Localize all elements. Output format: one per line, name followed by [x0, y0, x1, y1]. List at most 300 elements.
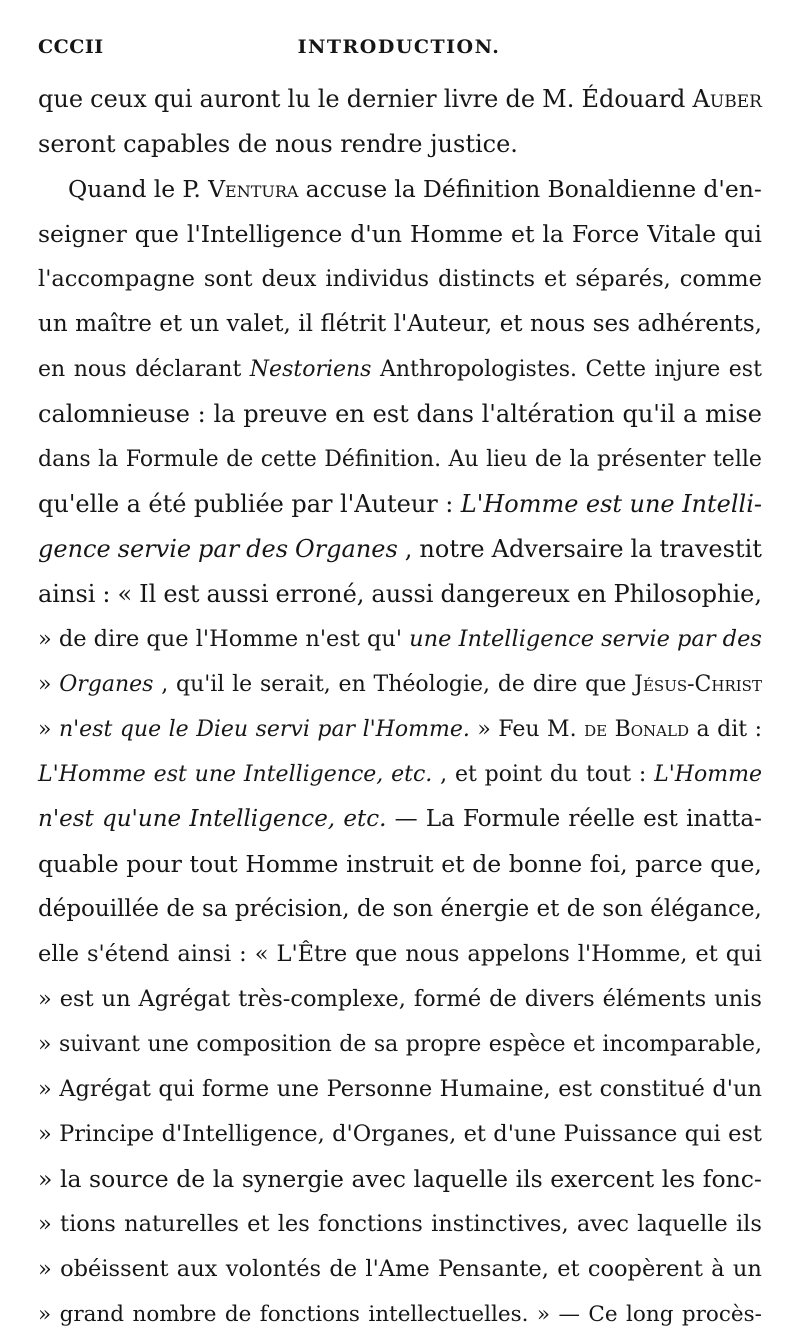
italic-word: par — [198, 535, 240, 563]
text-line — [38, 977, 762, 1022]
word: rendre — [340, 130, 431, 158]
italic-word: Nestoriens — [249, 357, 372, 382]
word: de — [237, 130, 275, 158]
word: Définition. — [324, 447, 442, 472]
word: Agrégat — [138, 986, 231, 1012]
italic-word: Organes — [59, 672, 154, 697]
text-line — [38, 437, 762, 482]
word: que — [585, 672, 627, 697]
word: d'Organes, — [332, 1121, 457, 1147]
word: d'un — [712, 1076, 762, 1102]
word: lu — [287, 85, 311, 113]
small-caps-word: Jésus-Christ — [634, 672, 762, 697]
word: tions — [60, 1211, 116, 1237]
word: un — [101, 986, 131, 1012]
word: est — [558, 1076, 593, 1102]
word: n'est — [305, 626, 360, 652]
text-line — [38, 77, 762, 122]
word: ainsi — [38, 580, 96, 608]
word: « — [117, 580, 133, 608]
italic-word: Intelligence, — [189, 806, 336, 832]
italic-word: etc. — [343, 806, 387, 832]
word: coopèrent — [587, 1256, 703, 1282]
word: qui — [684, 1121, 721, 1147]
word: distincts — [437, 266, 536, 292]
word: qui — [153, 85, 193, 113]
italic-word: que — [119, 717, 162, 742]
word: précision, — [234, 896, 350, 922]
word: dit — [717, 717, 748, 742]
italic-word: L'Homme — [654, 762, 762, 787]
italic-word: servie — [117, 535, 192, 563]
word: Principe — [59, 1121, 155, 1147]
word: a — [126, 490, 141, 518]
word: le — [153, 175, 176, 203]
word: l'Auteur — [339, 490, 438, 518]
word: lieu — [486, 447, 528, 472]
word: un — [732, 1256, 762, 1282]
word: qu'elle — [38, 490, 120, 518]
word: ceux — [90, 85, 147, 113]
word: preuve — [243, 400, 328, 428]
word: Il — [139, 580, 157, 608]
word: parce — [635, 850, 703, 878]
word: maître — [75, 311, 152, 337]
word: l'Ame — [365, 1256, 430, 1282]
word: Humaine, — [439, 1076, 551, 1102]
word: fonctions — [318, 1211, 423, 1237]
word: de — [534, 447, 562, 472]
word: — — [558, 1302, 580, 1327]
word: livre — [443, 85, 499, 113]
word: et — [511, 220, 535, 248]
word: le — [232, 672, 253, 697]
word: est — [59, 986, 94, 1012]
word: point — [484, 762, 543, 787]
word: : — [102, 580, 111, 608]
word: travestit — [659, 535, 762, 563]
word: — — [394, 806, 418, 832]
word: élégance, — [650, 896, 762, 922]
word: Quand — [68, 175, 147, 203]
word: Bonaldienne — [547, 175, 697, 203]
text-line — [38, 617, 762, 662]
word: nous — [405, 941, 460, 967]
word: propre — [405, 1032, 482, 1057]
text-line — [38, 482, 762, 527]
word: un — [189, 311, 220, 337]
word: avec — [576, 1211, 629, 1237]
word: ses — [592, 311, 630, 337]
word: la — [212, 1165, 235, 1193]
text-line — [38, 887, 762, 932]
word: Vitale — [647, 220, 717, 248]
word: aussi — [206, 580, 269, 608]
word: est — [728, 1121, 762, 1147]
word: » — [38, 986, 52, 1012]
word: exercent — [550, 1165, 655, 1193]
word: qu'il — [176, 672, 225, 697]
word: sa — [373, 1032, 399, 1057]
word: publiée — [193, 490, 284, 518]
word: laquelle — [413, 1165, 508, 1193]
text-line — [38, 347, 762, 392]
text-line — [38, 1247, 762, 1292]
word: Philosophie, — [613, 580, 762, 608]
word: : — [445, 490, 454, 518]
word: La — [425, 806, 455, 832]
word: que — [355, 941, 398, 967]
word: volontés — [225, 1256, 322, 1282]
word: la — [630, 535, 653, 563]
word: énergie — [440, 896, 530, 922]
word: nombre — [132, 1302, 217, 1327]
text-line — [38, 122, 762, 167]
word: mise — [705, 400, 762, 428]
word: de — [166, 896, 195, 922]
italic-word: par — [677, 626, 716, 652]
word: » — [38, 1256, 52, 1282]
word: pour — [126, 850, 182, 878]
word: de — [472, 850, 502, 878]
word: instinctives, — [431, 1211, 569, 1237]
word: été — [148, 490, 187, 518]
word: les — [661, 1165, 696, 1193]
text-line — [38, 707, 762, 752]
italic-word: est — [585, 490, 623, 518]
italic-word: Intelligence, — [243, 762, 384, 787]
word: » — [536, 1302, 551, 1327]
word: dans — [416, 400, 474, 428]
word: qu' — [367, 626, 403, 652]
word: M. — [542, 85, 575, 113]
word: dire — [93, 626, 140, 652]
word: a — [696, 717, 710, 742]
word: flétrit — [320, 311, 387, 337]
word: la — [98, 447, 119, 472]
word: ainsi — [177, 941, 232, 967]
text-line — [38, 1112, 762, 1157]
word: et — [463, 1121, 486, 1147]
word: nous — [73, 357, 127, 382]
italic-word: L'Homme — [38, 762, 146, 787]
small-caps-word: de — [584, 717, 608, 742]
word: l'Homme, — [577, 941, 688, 967]
word: qui — [724, 220, 762, 248]
word: telle — [712, 447, 762, 472]
text-line — [38, 1067, 762, 1112]
text-line — [38, 392, 762, 437]
small-caps-word: Auber — [692, 85, 762, 113]
word: : — [239, 941, 247, 967]
word: les — [277, 1211, 310, 1237]
word: P. — [182, 175, 201, 203]
text-line — [38, 1157, 762, 1202]
word: individus — [325, 266, 430, 292]
word: un — [38, 311, 68, 337]
word: Formule — [125, 447, 219, 472]
text-line — [38, 1022, 762, 1067]
word: serait, — [259, 672, 331, 697]
word: et — [557, 1256, 580, 1282]
word: et — [159, 311, 183, 337]
text-line — [38, 752, 762, 797]
word: d'un — [350, 220, 402, 248]
word: aussi — [371, 580, 434, 608]
word: source — [89, 1165, 169, 1193]
word: la — [213, 400, 236, 428]
word: son — [602, 896, 643, 922]
word: est — [643, 806, 678, 832]
word: Définition — [422, 175, 541, 203]
small-caps-word: Bonald — [614, 717, 689, 742]
small-caps-word: Ventura — [208, 175, 299, 203]
word: s'étend — [87, 941, 170, 967]
word: ils — [515, 1165, 543, 1193]
word: qui — [158, 1076, 195, 1102]
italic-word: l'Homme. — [362, 717, 470, 742]
text-line — [38, 797, 762, 842]
word: que — [146, 626, 189, 652]
italic-word: servie — [601, 626, 670, 652]
word: dangereux — [440, 580, 570, 608]
word: dire — [532, 672, 578, 697]
word: de — [329, 1256, 358, 1282]
word: Édouard — [581, 85, 686, 113]
word: obéissent — [60, 1256, 169, 1282]
word: est — [728, 357, 762, 382]
word: dépouillée — [38, 896, 160, 922]
word: grand — [59, 1302, 125, 1327]
text-line — [38, 527, 762, 572]
word: la — [394, 175, 416, 203]
word: qu'il — [622, 400, 676, 428]
italic-word: Intelli- — [682, 490, 762, 518]
word: , — [404, 535, 413, 563]
text-line — [38, 1292, 762, 1337]
word: et — [536, 896, 560, 922]
word: Puissance — [563, 1121, 678, 1147]
word: est — [372, 400, 409, 428]
word: sont — [203, 266, 253, 292]
italic-word: servi — [255, 717, 310, 742]
word: Théologie, — [373, 672, 491, 697]
italic-word: une — [409, 626, 452, 652]
word: en — [338, 672, 366, 697]
word: Adversaire — [491, 535, 624, 563]
word: Feu — [498, 717, 540, 742]
word: aux — [176, 1256, 218, 1282]
word: Anthropologistes. — [379, 357, 577, 382]
word: calomnieuse — [38, 400, 190, 428]
word: » — [38, 1121, 52, 1147]
word: « — [254, 941, 269, 967]
word: présenter — [597, 447, 706, 472]
word: composition — [196, 1032, 332, 1057]
word: quable — [38, 850, 119, 878]
text-line — [38, 212, 762, 257]
word: de — [497, 672, 525, 697]
word: » — [38, 1165, 53, 1193]
word: Cette — [585, 357, 647, 382]
word: Force — [571, 220, 640, 248]
italic-word: gence — [38, 535, 111, 563]
word: capables — [123, 130, 238, 158]
word: erroné, — [275, 580, 365, 608]
italic-word: Intelligence — [458, 626, 595, 652]
word: tout — [585, 762, 632, 787]
italic-word: une — [629, 490, 675, 518]
word: forme — [201, 1076, 270, 1102]
word: réelle — [568, 806, 635, 832]
word: » — [477, 717, 491, 742]
word: Homme — [409, 220, 504, 248]
italic-word: une — [194, 762, 237, 787]
word: fonctions — [259, 1302, 360, 1327]
word: Au — [448, 447, 479, 472]
word: de — [339, 1032, 367, 1057]
word: par — [291, 490, 333, 518]
word: et — [499, 311, 523, 337]
word: Personne — [326, 1076, 433, 1102]
word: valet, — [226, 311, 291, 337]
word: en — [335, 400, 365, 428]
word: a — [682, 400, 698, 428]
word: Agrégat — [59, 1076, 151, 1102]
word: intellectuelles. — [368, 1302, 529, 1327]
text-line — [38, 167, 762, 212]
word: et — [247, 1211, 270, 1237]
word: l'Intelligence — [186, 220, 343, 248]
text-line — [38, 302, 762, 347]
word: dans — [38, 447, 91, 472]
word: que — [38, 85, 84, 113]
word: incomparable, — [602, 1032, 762, 1057]
word: M. — [547, 717, 577, 742]
word: : — [638, 762, 647, 787]
word: notre — [419, 535, 485, 563]
word: la — [569, 447, 590, 472]
word: deux — [261, 266, 317, 292]
word: et — [454, 762, 477, 787]
word: l'Auteur, — [393, 311, 493, 337]
word: de — [356, 896, 386, 922]
word: de — [176, 1165, 206, 1193]
word: Homme — [245, 850, 339, 878]
word: de — [224, 1302, 252, 1327]
word: tout — [189, 850, 238, 878]
word: dernier — [346, 85, 437, 113]
italic-word: etc. — [391, 762, 433, 787]
italic-word: des — [246, 535, 289, 563]
word: du — [549, 762, 579, 787]
word: auront — [199, 85, 281, 113]
word: nous — [529, 311, 586, 337]
running-title: INTRODUCTION. — [297, 36, 501, 58]
italic-word: qu'une — [102, 806, 182, 832]
word: seigner — [38, 220, 127, 248]
italic-word: n'est — [58, 717, 113, 742]
text-line — [38, 662, 762, 707]
word: appelons — [467, 941, 570, 967]
word: instruit — [346, 850, 434, 878]
word: divers — [524, 986, 595, 1012]
word: déclarant — [135, 357, 242, 382]
word: laquelle — [637, 1211, 728, 1237]
italic-word: Dieu — [196, 717, 249, 742]
word: seront — [38, 130, 124, 158]
word: suivant — [58, 1032, 141, 1057]
word: d'une — [493, 1121, 557, 1147]
word: il — [298, 311, 314, 337]
body-text — [38, 77, 762, 1337]
word: d'Intelligence, — [161, 1121, 325, 1147]
word: que, — [710, 850, 762, 878]
word: » — [38, 626, 52, 652]
word: justice. — [430, 130, 518, 158]
word: est — [163, 580, 200, 608]
word: unis — [714, 986, 762, 1012]
word: comme — [679, 266, 762, 292]
italic-word: le — [168, 717, 189, 742]
word: de — [58, 626, 87, 652]
word: foi, — [589, 850, 628, 878]
word: fonc- — [702, 1165, 762, 1193]
word: une — [147, 1032, 189, 1057]
word: avec — [351, 1165, 406, 1193]
word: injure — [654, 357, 721, 382]
italic-word: Organes — [295, 535, 398, 563]
italic-word: est — [153, 762, 187, 787]
word: bonne — [508, 850, 583, 878]
word: : — [754, 717, 762, 742]
word: procès- — [681, 1302, 762, 1327]
word: ils — [735, 1211, 762, 1237]
word: » — [38, 1076, 52, 1102]
page-header — [38, 30, 760, 64]
word: d'en- — [703, 175, 762, 203]
word: l'accompagne — [38, 266, 195, 292]
italic-word: des — [722, 626, 762, 652]
word: » — [38, 1302, 52, 1327]
word: , — [440, 762, 448, 787]
word: espèce — [488, 1032, 566, 1057]
word: Ce — [588, 1302, 618, 1327]
word: et — [441, 850, 465, 878]
word: de — [226, 447, 254, 472]
word: elle — [38, 941, 80, 967]
word: sa — [202, 896, 228, 922]
italic-word: par — [317, 717, 356, 742]
word: cette — [260, 447, 317, 472]
word: son — [392, 896, 434, 922]
text-line — [38, 257, 762, 302]
word: accuse — [305, 175, 388, 203]
word: la — [542, 220, 564, 248]
word: Formule — [463, 806, 561, 832]
italic-word: n'est — [38, 806, 94, 832]
word: » — [38, 1211, 52, 1237]
text-line — [38, 1202, 762, 1247]
word: » — [38, 1032, 52, 1057]
word: synergie — [241, 1165, 344, 1193]
word: nous — [274, 130, 341, 158]
word: , — [161, 672, 169, 697]
word: naturelles — [124, 1211, 239, 1237]
word: Pensante, — [437, 1256, 549, 1282]
word: le — [317, 85, 340, 113]
word: séparés, — [575, 266, 671, 292]
